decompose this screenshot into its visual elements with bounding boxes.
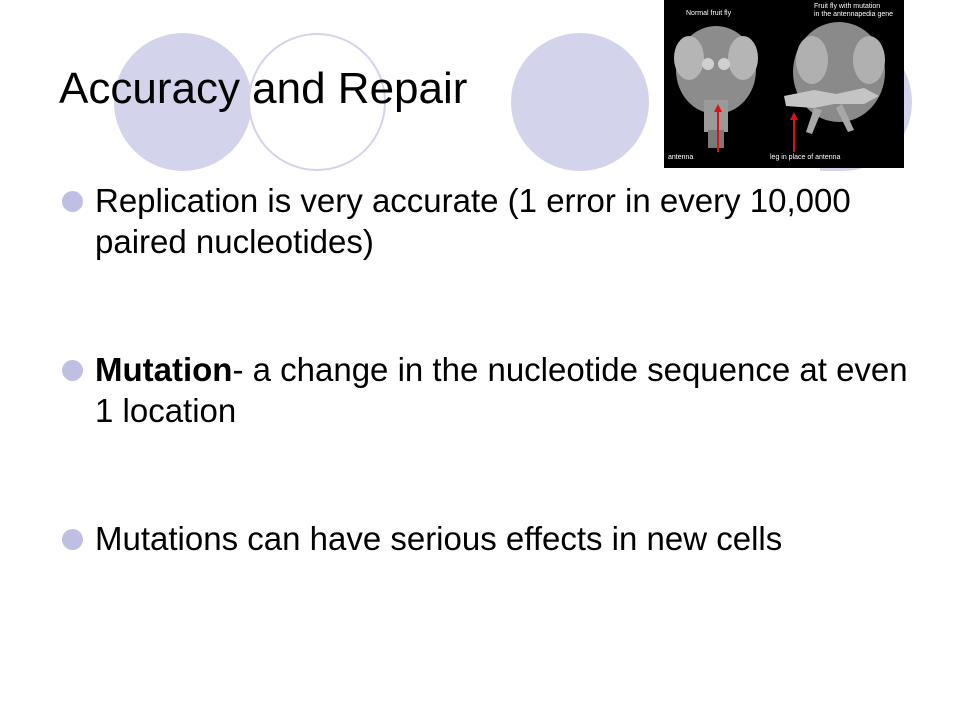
label-leg: leg in place of antenna	[770, 154, 841, 161]
label-antenna: antenna	[668, 154, 694, 161]
decorative-circle	[511, 33, 649, 171]
bullet-item	[62, 180, 922, 262]
bullet-dot	[62, 191, 83, 212]
caption-normal-fly: Normal fruit fly	[686, 10, 732, 17]
bullet-item	[62, 518, 922, 559]
bullet-dot	[62, 360, 83, 381]
bullet-text: Replication is very accurate (1 error in every 10,000 paired nucleotides)	[95, 182, 851, 260]
bullet-text: - a change in the nucleotide sequence at even 1 location	[95, 351, 908, 429]
bullet-dot	[62, 529, 83, 550]
bullet-term: Mutation	[95, 351, 233, 388]
slide-title: Accuracy and Repair	[59, 64, 468, 113]
fruit-fly-illustration	[664, 0, 904, 168]
bullet-text: Mutations can have serious effects in new cells	[95, 520, 783, 557]
fruit-fly-comparison-image	[664, 0, 904, 168]
caption-mutant-fly: Fruit fly with mutation in the antennapedia gene	[814, 3, 894, 18]
bullet-list	[62, 180, 922, 559]
bullet-item	[62, 349, 922, 431]
